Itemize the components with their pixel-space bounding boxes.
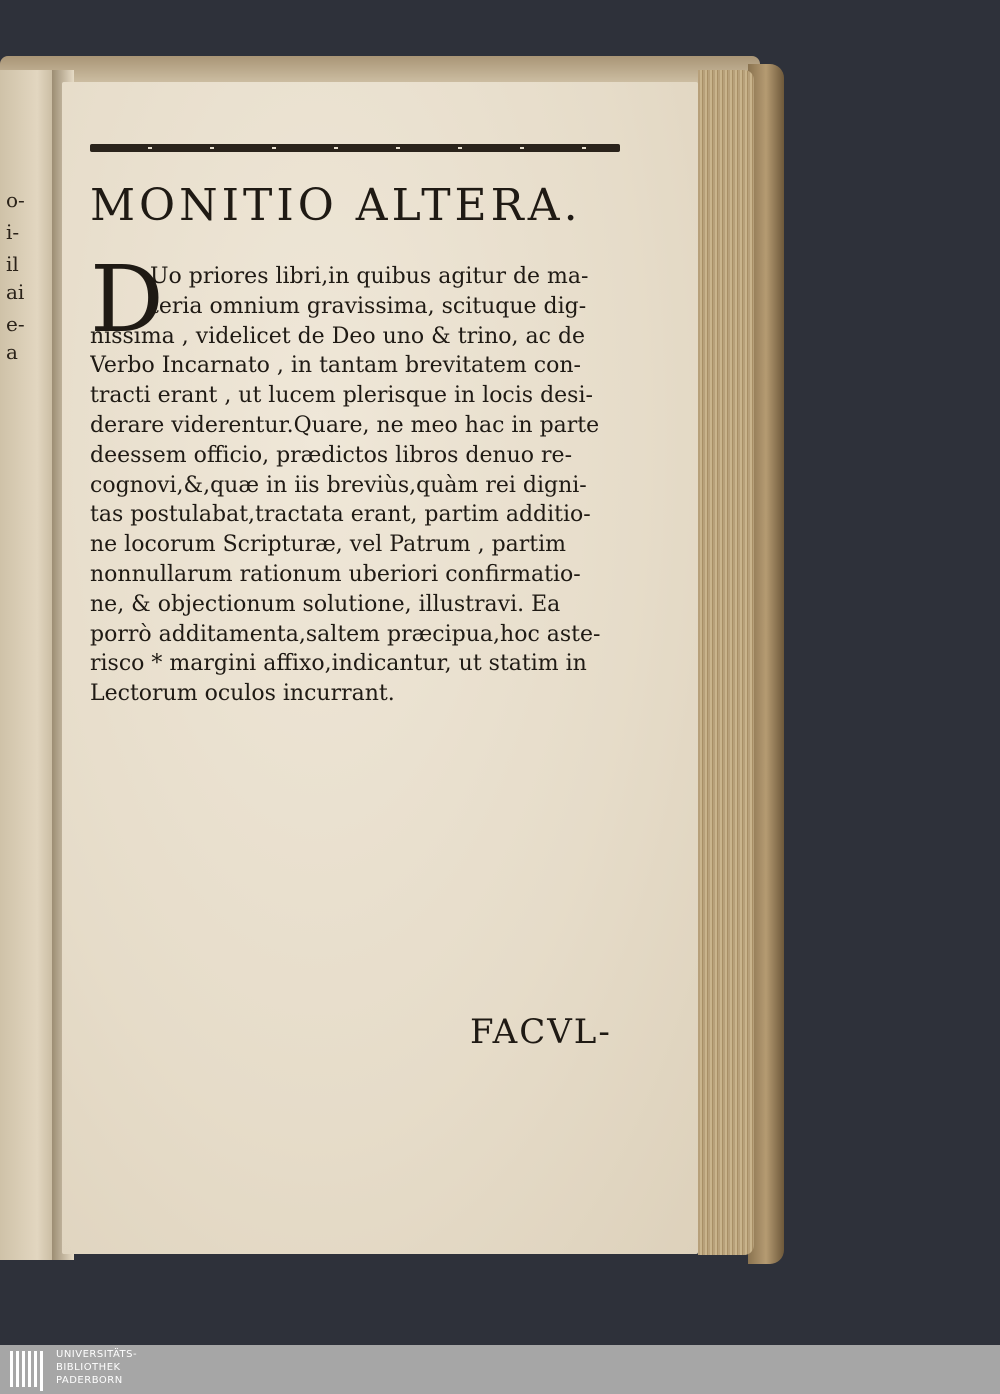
library-footer [0, 1345, 1000, 1394]
text-line: tracti erant , ut lucem plerisque in locis desi- [90, 383, 593, 409]
text-line: tas postulabat,tractata erant, partim additio- [90, 502, 591, 528]
left-page-fragment: o- [6, 188, 25, 212]
left-page-fragment: i- [6, 220, 20, 244]
drop-cap: D [90, 246, 164, 353]
page-block-edge [698, 70, 754, 1255]
left-page-fragment: e- [6, 312, 25, 336]
library-logo-icon [8, 1349, 48, 1391]
library-name-line: PADERBORN [56, 1375, 123, 1386]
text-line: ne locorum Scripturæ, vel Patrum , partim [90, 532, 567, 558]
library-name-line: BIBLIOTHEK [56, 1362, 121, 1373]
left-page-fragment: a [6, 340, 18, 364]
catchword: FACVL- [470, 1012, 612, 1052]
library-name-line: UNIVERSITÄTS- [56, 1349, 138, 1360]
body-text [90, 262, 626, 709]
text-line: porrò additamenta,saltem præcipua,hoc aste- [90, 621, 601, 647]
text-line: nonnullarum rationum uberiori confirmatio- [90, 561, 581, 587]
text-line: risco * margini affixo,indicantur, ut statim in [90, 651, 587, 677]
ornamental-rule [90, 144, 620, 152]
text-line: ne, & objectionum solutione, illustravi. Ea [90, 591, 561, 617]
text-line: Lectorum oculos incurrant. [90, 681, 395, 707]
text-line: Verbo Incarnato , in tantam brevitatem con- [90, 353, 581, 379]
text-line: deessem officio, prædictos libros denuo re- [90, 442, 573, 468]
library-name [56, 1348, 137, 1387]
left-page-fragment: il [6, 252, 19, 276]
text-line: nissima , videlicet de Deo uno & trino, ac de [90, 323, 586, 349]
page-heading: MONITIO ALTERA. [90, 180, 582, 231]
text-line: derare viderentur.Quare, ne meo hac in parte [90, 412, 600, 438]
text-line: teria omnium gravissima, scituque dig- [150, 293, 587, 319]
text-line: Uo priores libri,in quibus agitur de ma- [150, 264, 589, 289]
left-page-fragment: ai [6, 280, 25, 304]
text-line: cognovi,&,quæ in iis breviùs,quàm rei digni- [90, 472, 587, 498]
